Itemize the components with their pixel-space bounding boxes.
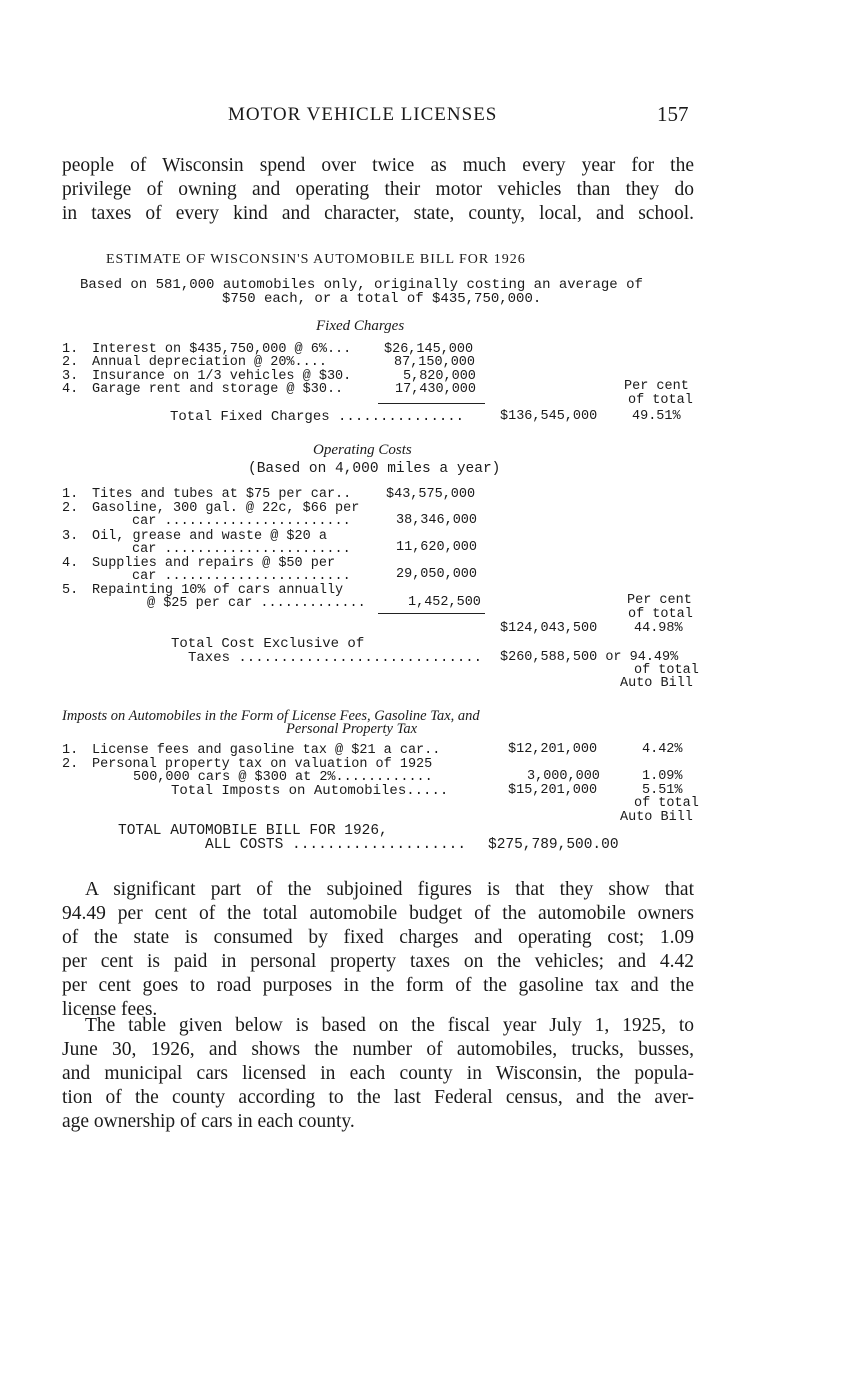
- operating-subtotal-value: $124,043,500: [500, 621, 598, 636]
- text-line: privilege of owning and operating their motor vehicles than they do: [62, 179, 694, 200]
- percent-header: of total: [628, 607, 693, 622]
- table-title: ESTIMATE OF WISCONSIN'S AUTOMOBILE BILL FOR 1926: [106, 252, 526, 267]
- table-basis-line: $750 each, or a total of $435,750,000.: [222, 291, 542, 307]
- row-value: $26,145,000: [384, 342, 474, 357]
- row-num: 1.: [62, 342, 79, 357]
- text-line: The table given below is based on the fiscal year July 1, 1925, to: [85, 1015, 694, 1036]
- row-num: 4.: [62, 556, 79, 571]
- row-label-cont: car .......................: [132, 514, 351, 529]
- row-num: 5.: [62, 583, 79, 598]
- row-num: 3.: [62, 529, 79, 544]
- row-label: Garage rent and storage @ $30..: [92, 382, 344, 397]
- text-line: and municipal cars licensed in each county in Wisconsin, the popula-: [62, 1063, 694, 1084]
- row-value: 17,430,000: [395, 382, 477, 397]
- fixed-charges-heading: Fixed Charges: [316, 318, 405, 334]
- operating-costs-heading: Operating Costs: [313, 442, 412, 458]
- row-label-cont: car .......................: [132, 569, 351, 584]
- table-intro-paragraph: [62, 1014, 694, 1134]
- row-label: Oil, grease and waste @ $20 a: [92, 529, 327, 544]
- text-line: license fees.: [62, 999, 158, 1020]
- row-label: Gasoline, 300 gal. @ 22c, $66 per: [92, 501, 360, 516]
- text-line: of the state is consumed by fixed charges and operating cost; 1.09: [62, 927, 694, 948]
- row-label: Insurance on 1/3 vehicles @ $30.: [92, 369, 352, 384]
- page-number: 157: [657, 102, 689, 126]
- text-line: people of Wisconsin spend over twice as much every year for the: [62, 155, 694, 176]
- percent-header: Per cent: [627, 593, 692, 608]
- row-num: 2.: [62, 757, 79, 772]
- row-label: Supplies and repairs @ $50 per: [92, 556, 336, 571]
- row-value: 3,000,000: [527, 769, 600, 784]
- table-basis-line: Based on 581,000 automobiles only, originally costing an average of: [80, 277, 643, 293]
- row-num: 3.: [62, 369, 79, 384]
- row-label: License fees and gasoline tax @ $21 a car..: [92, 743, 441, 758]
- total-fixed-percent: 49.51%: [632, 409, 681, 424]
- text-line: tion of the county according to the last Federal census, and the aver-: [62, 1087, 694, 1108]
- imposts-heading-cont: Personal Property Tax: [286, 721, 418, 737]
- row-value: $12,201,000: [508, 742, 598, 757]
- row-value: 87,150,000: [394, 355, 476, 370]
- row-label: Tites and tubes at $75 per car..: [92, 487, 352, 502]
- row-value: 5,820,000: [403, 369, 476, 384]
- excl-taxes-note: of total: [634, 663, 699, 678]
- total-imposts-note: of total: [634, 796, 699, 811]
- text-line: age ownership of cars in each county.: [62, 1111, 355, 1132]
- row-label: Personal property tax on valuation of 1925: [92, 757, 433, 772]
- total-imposts-label: Total Imposts on Automobiles.....: [171, 783, 449, 799]
- total-imposts-note: Auto Bill: [620, 810, 693, 825]
- excl-taxes-note: Auto Bill: [620, 676, 693, 691]
- row-label-cont: car .......................: [132, 542, 351, 557]
- text-line: per cent goes to road purposes in the form of the gasoline tax and the: [62, 975, 694, 996]
- text-line: per cent is paid in personal property taxes on the vehicles; and 4.42: [62, 951, 694, 972]
- excl-taxes-value: $260,588,500 or 94.49%: [500, 650, 679, 665]
- intro-paragraph: [62, 154, 694, 226]
- sum-rule: [378, 613, 485, 614]
- row-label: Interest on $435,750,000 @ 6%...: [92, 342, 352, 357]
- text-line: 94.49 per cent of the total automobile budget of the automobile owners: [62, 903, 694, 924]
- row-label-cont: @ $25 per car .............: [147, 596, 366, 611]
- row-label: Repainting 10% of cars annually: [92, 583, 344, 598]
- row-value: 1,452,500: [408, 595, 481, 610]
- operating-subtotal-percent: 44.98%: [634, 621, 683, 636]
- grand-total-value: $275,789,500.00: [488, 837, 619, 853]
- text-line: June 30, 1926, and shows the number of automobiles, trucks, busses,: [62, 1039, 694, 1060]
- row-percent: 1.09%: [642, 769, 683, 784]
- row-num: 1.: [62, 743, 79, 758]
- row-label: Annual depreciation @ 20%....: [92, 355, 327, 370]
- sum-rule: [378, 403, 485, 404]
- grand-total-label: TOTAL AUTOMOBILE BILL FOR 1926,: [118, 823, 388, 839]
- row-num: 2.: [62, 501, 79, 516]
- imposts-heading: Imposts on Automobiles in the Form of License Fees, Gasoline Tax, and: [62, 708, 480, 724]
- running-header: MOTOR VEHICLE LICENSES: [228, 104, 498, 125]
- total-fixed-label: Total Fixed Charges ...............: [170, 409, 465, 425]
- percent-header: of total: [628, 393, 693, 408]
- text-line: A significant part of the subjoined figures is that they show that: [85, 879, 694, 900]
- excl-taxes-label: Total Cost Exclusive of: [171, 636, 365, 652]
- total-fixed-value: $136,545,000: [500, 409, 598, 424]
- row-value: $43,575,000: [386, 487, 476, 502]
- row-value: 29,050,000: [396, 567, 478, 582]
- total-imposts-value: $15,201,000: [508, 783, 598, 798]
- row-value: 11,620,000: [396, 540, 478, 555]
- grand-total-label-cont: ALL COSTS ....................: [205, 837, 467, 853]
- row-num: 4.: [62, 382, 79, 397]
- text-line: in taxes of every kind and character, state, county, local, and school.: [62, 203, 694, 224]
- row-num: 2.: [62, 355, 79, 370]
- analysis-paragraph: [62, 878, 694, 1022]
- row-label-cont: 500,000 cars @ $300 at 2%............: [133, 770, 433, 785]
- row-percent: 4.42%: [642, 742, 683, 757]
- percent-header: Per cent: [624, 379, 689, 394]
- excl-taxes-label-cont: Taxes .............................: [188, 650, 483, 666]
- total-imposts-percent: 5.51%: [642, 783, 683, 798]
- row-num: 1.: [62, 487, 79, 502]
- row-value: 38,346,000: [396, 513, 478, 528]
- operating-costs-subheading: (Based on 4,000 miles a year): [248, 461, 501, 477]
